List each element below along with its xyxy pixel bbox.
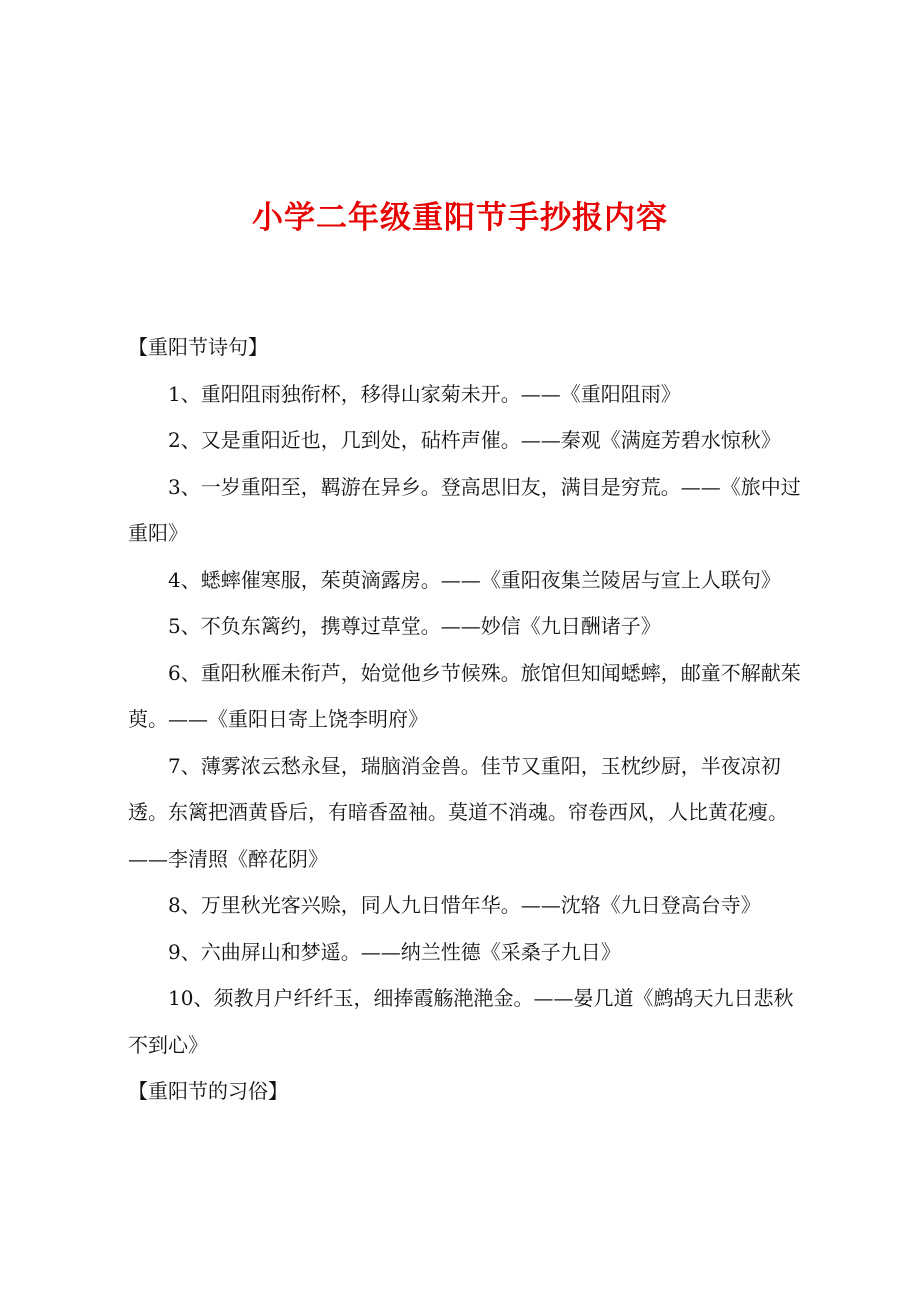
poem-item: 3、一岁重阳至，羁游在异乡。登高思旧友，满目是穷荒。——《旅中过重阳》 xyxy=(128,474,801,545)
section-heading-customs: 【重阳节的习俗】 xyxy=(128,1079,288,1103)
poem-item: 7、薄雾浓云愁永昼，瑞脑消金兽。佳节又重阳，玉枕纱厨，半夜凉初透。东篱把酒黄昏后，有暗香盈袖。莫道不消魂。帘卷西风，人比黄花瘦。——李清照《醉花阴》 xyxy=(128,753,788,871)
poem-item: 10、须教月户纤纤玉，细捧霞觞滟滟金。——晏几道《鹧鸪天九日悲秋不到心》 xyxy=(128,986,794,1057)
poem-item: 9、六曲屏山和梦遥。——纳兰性德《采桑子九日》 xyxy=(168,939,621,964)
poem-item: 6、重阳秋雁未衔芦，始觉他乡节候殊。旅馆但知闻蟋蟀，邮童不解献茱萸。——《重阳日寄上饶李明府》 xyxy=(128,660,801,731)
poem-item: 2、又是重阳近也，几到处，砧杵声催。——秦观《满庭芳碧水惊秋》 xyxy=(168,428,781,452)
poem-item: 5、不负东篱约，携尊过草堂。——妙信《九日酬诸子》 xyxy=(168,614,661,638)
document-body xyxy=(128,324,808,1115)
poem-item: 8、万里秋光客兴赊，同人九日惜年华。——沈辂《九日登高台寺》 xyxy=(168,893,761,917)
poem-list xyxy=(128,371,808,1069)
poem-item: 4、蟋蟀催寒服，茱萸滴露房。——《重阳夜集兰陵居与宣上人联句》 xyxy=(168,567,781,592)
poem-item: 1、重阳阻雨独衔杯，移得山家菊未开。——《重阳阻雨》 xyxy=(168,381,681,406)
section-heading-poems: 【重阳节诗句】 xyxy=(128,335,268,359)
page-title: 小学二年级重阳节手抄报内容 xyxy=(252,200,668,236)
